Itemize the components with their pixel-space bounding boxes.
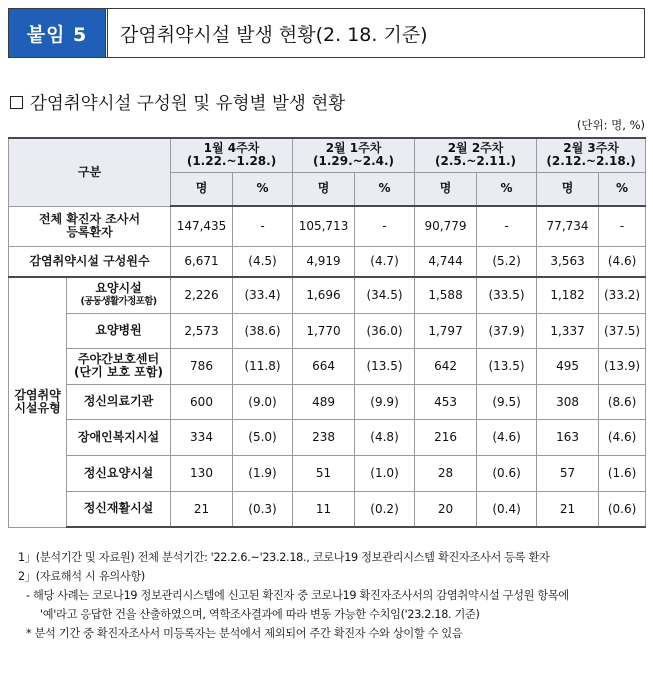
appendix-tag: 붙임 5: [9, 9, 105, 57]
table-cell: (5.2): [477, 246, 537, 277]
table-cell: 1,797: [415, 313, 477, 348]
table-cell: 147,435: [171, 206, 233, 246]
count-header: 명: [537, 172, 599, 206]
pct-header: %: [599, 172, 646, 206]
table-cell: 2,226: [171, 277, 233, 313]
table-cell: 489: [293, 384, 355, 419]
table-cell: (36.0): [355, 313, 415, 348]
table-cell: (13.5): [355, 348, 415, 384]
table-cell: 495: [537, 348, 599, 384]
table-row: [9, 384, 646, 419]
table-row: [9, 348, 646, 384]
table-cell: (0.6): [477, 455, 537, 491]
table-cell: (13.5): [477, 348, 537, 384]
table-cell: (0.6): [599, 491, 646, 527]
row-label: 정신의료기관: [67, 384, 171, 419]
row-label: 주야간보호센터 (단기 보호 포함): [67, 348, 171, 384]
pct-header: %: [477, 172, 537, 206]
table-row: [9, 419, 646, 455]
table-cell: (37.5): [599, 313, 646, 348]
table-cell: 4,744: [415, 246, 477, 277]
header-bar: [8, 8, 645, 58]
table-cell: (1.9): [233, 455, 293, 491]
table-cell: 57: [537, 455, 599, 491]
table-cell: 216: [415, 419, 477, 455]
table-cell: 6,671: [171, 246, 233, 277]
table-cell: 238: [293, 419, 355, 455]
table-cell: -: [233, 206, 293, 246]
table-cell: 163: [537, 419, 599, 455]
table-cell: (13.9): [599, 348, 646, 384]
row-label: 정신재활시설: [67, 491, 171, 527]
table-cell: -: [477, 206, 537, 246]
count-header: 명: [415, 172, 477, 206]
row-label: 전체 확진자 조사서 등록환자: [9, 206, 171, 246]
row-label: 감염취약시설 구성원수: [9, 246, 171, 277]
table-row: [9, 277, 646, 313]
row-label: 요양시설 (공동생활가정포함): [67, 277, 171, 313]
table-cell: (11.8): [233, 348, 293, 384]
square-bullet-icon: [10, 96, 23, 109]
header-row-weeks: [9, 138, 646, 172]
page-title: 감염취약시설 발생 현황(2. 18. 기준): [105, 9, 644, 57]
footnote: 2」(자료해석 시 유의사항): [18, 570, 145, 583]
table-cell: 77,734: [537, 206, 599, 246]
table-row-total: [9, 206, 646, 246]
table-cell: (33.4): [233, 277, 293, 313]
week-header: 2월 3주차 (2.12.~2.18.): [537, 138, 646, 172]
table-cell: (0.4): [477, 491, 537, 527]
table-cell: (1.0): [355, 455, 415, 491]
week-header: 1월 4주차 (1.22.~1.28.): [171, 138, 293, 172]
row-label: 장애인복지시설: [67, 419, 171, 455]
table-cell: -: [599, 206, 646, 246]
table-cell: (0.3): [233, 491, 293, 527]
row-label: 정신요양시설: [67, 455, 171, 491]
footnotes: [18, 548, 569, 643]
table-cell: 2,573: [171, 313, 233, 348]
week-header: 2월 1주차 (1.29.~2.4.): [293, 138, 415, 172]
table-cell: 1,182: [537, 277, 599, 313]
table-cell: (5.0): [233, 419, 293, 455]
row-label: 요양병원: [67, 313, 171, 348]
table-cell: 642: [415, 348, 477, 384]
count-header: 명: [293, 172, 355, 206]
table-cell: (4.7): [355, 246, 415, 277]
table-cell: (4.5): [233, 246, 293, 277]
table-cell: 51: [293, 455, 355, 491]
table-cell: (0.2): [355, 491, 415, 527]
table-cell: 130: [171, 455, 233, 491]
table-cell: (8.6): [599, 384, 646, 419]
data-table: [8, 137, 646, 528]
table-cell: (4.8): [355, 419, 415, 455]
table-cell: (33.5): [477, 277, 537, 313]
table-cell: 105,713: [293, 206, 355, 246]
table-cell: 28: [415, 455, 477, 491]
section-title: [10, 90, 345, 115]
pct-header: %: [355, 172, 415, 206]
week-header: 2월 2주차 (2.5.~2.11.): [415, 138, 537, 172]
table-cell: 20: [415, 491, 477, 527]
count-header: 명: [171, 172, 233, 206]
footnote: - 해당 사례는 코로나19 정보관리시스템에 신고된 확진자 중 코로나19 확진자조사서의 감염취약시설 구성원 항목에: [26, 589, 569, 602]
table-cell: 334: [171, 419, 233, 455]
table-cell: 308: [537, 384, 599, 419]
table-cell: (1.6): [599, 455, 646, 491]
table-cell: (4.6): [477, 419, 537, 455]
corner-header: 구분: [9, 138, 171, 206]
table-cell: -: [355, 206, 415, 246]
table-cell: 3,563: [537, 246, 599, 277]
table-cell: (9.5): [477, 384, 537, 419]
table-cell: 21: [537, 491, 599, 527]
group-label: 감염취약 시설유형: [9, 277, 67, 527]
table-cell: 21: [171, 491, 233, 527]
table-cell: 1,337: [537, 313, 599, 348]
table-cell: 1,588: [415, 277, 477, 313]
table-cell: (37.9): [477, 313, 537, 348]
table-cell: 664: [293, 348, 355, 384]
table-row-members: [9, 246, 646, 277]
table-row: [9, 313, 646, 348]
table-cell: 1,770: [293, 313, 355, 348]
table-row: [9, 491, 646, 527]
table-cell: 1,696: [293, 277, 355, 313]
footnote: * 분석 기간 중 확진자조사서 미등록자는 분석에서 제외되어 주간 확진자 수와 상이할 수 있음: [26, 627, 463, 640]
unit-label: (단위: 명, %): [576, 118, 645, 132]
footnote: 1」(분석기간 및 자료원) 전체 분석기간: '22.2.6.~'23.2.18., 코로나19 정보관리시스템 확진자조사서 등록 환자: [18, 551, 550, 564]
table-cell: 90,779: [415, 206, 477, 246]
table-cell: 600: [171, 384, 233, 419]
section-title-text: 감염취약시설 구성원 및 유형별 발생 현황: [30, 94, 346, 114]
table-cell: 453: [415, 384, 477, 419]
table-cell: (38.6): [233, 313, 293, 348]
table-cell: 11: [293, 491, 355, 527]
table-cell: 4,919: [293, 246, 355, 277]
table-cell: (9.9): [355, 384, 415, 419]
table-row: [9, 455, 646, 491]
table-cell: (34.5): [355, 277, 415, 313]
table-cell: 786: [171, 348, 233, 384]
table-cell: (4.6): [599, 246, 646, 277]
table-cell: (4.6): [599, 419, 646, 455]
table-cell: (9.0): [233, 384, 293, 419]
pct-header: %: [233, 172, 293, 206]
table-cell: (33.2): [599, 277, 646, 313]
footnote: '예'라고 응답한 건을 산출하였으며, 역학조사결과에 따라 변동 가능한 수치임('23.2.18. 기준): [40, 608, 480, 621]
